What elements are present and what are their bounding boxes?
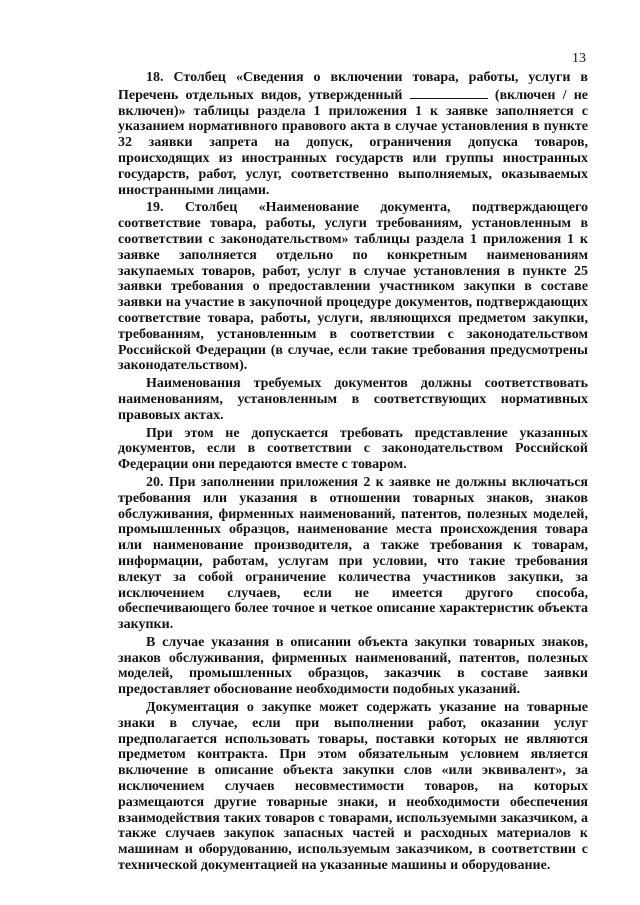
paragraph-document-names: Наименования требуемых документов должны соответствовать наименованиям, установленным в соответствующих нормативных правовых актах. [118,376,588,423]
paragraph-trademark-equivalent: Документация о закупке может содержать указание на товарные знаки в случае, если при выполнении работ, оказании услуг предполагается использовать товары, поставки которых не являются предметом контракта. При этом обязательным условием является включение в описание объекта закупки слов «или эквивалент», за исключением случаев несовместимости товаров, на которых размещаются другие товарные знаки, и необходимости обеспечения взаимодействия таких товаров с товарами, используемыми заказчиком, а также случаев закупок запасных частей и расходных материалов к машинам и оборудованию, используемым заказчиком, в соответствии с технической документацией на указанные машины и оборудование. [118,700,588,874]
paragraph-18 [118,70,588,198]
page-number: 13 [572,51,586,66]
fill-in-blank [410,86,488,99]
paragraph-18-text-start: 18. Столбец «Сведения о включении товара, работы, услуги в Перечень отдельных видов, утвержденный [118,70,588,103]
document-body [118,70,588,876]
paragraph-20: 20. При заполнении приложения 2 к заявке не должны включаться требования или указания в отношении товарных знаков, знаков обслуживания, фирменных наименований, патентов, полезных моделей, промышленных образцов, наименование места происхождения товара или наименование производителя, а также требования к товарам, информации, работам, услугам при условии, что такие требования влекут за собой ограничение количества участников закупки, за исключением случаев, если не имеется другого способа, обеспечивающего более точное и четкое описание характеристик объекта закупки. [118,474,588,633]
paragraph-19: 19. Столбец «Наименование документа, подтверждающего соответствие товара, работы, услуги требованиям, установленным в соответствии с законодательством» таблицы раздела 1 приложения 1 к заявке заполняется отдельно по конкретным наименованиям закупаемых товаров, работ, услуг в случае установления в пункте 25 заявки требования о предоставлении участником закупки в составе заявки на участие в закупочной процедуре документов, подтверждающих соответствие товара, работы, услуги, являющихся предметом закупки, требованиям, установленным в соответствии с законодательством Российской Федерации (в случае, если такие требования предусмотрены законодательством). [118,200,588,374]
paragraph-18-text-end: (включен / не включен)» таблицы раздела 1 приложения 1 к заявке заполняется с указанием нормативного правового акта в случае установления в пункте 32 заявки запрета на допуск, ограничения допуска товаров, происходящих из иностранных государств или группы иностранных государств, работ, услуг, соответственно выполняемых, оказываемых иностранными лицами. [118,87,589,198]
paragraph-documents-exception: При этом не допускается требовать представление указанных документов, если в соответствии с законодательством Российской Федерации они передаются вместе с товаром. [118,425,588,473]
paragraph-trademark-justification: В случае указания в описании объекта закупки товарных знаков, знаков обслуживания, фирменных наименований, патентов, полезных моделей, промышленных образцов, заказчик в составе заявки предоставляет обоснование необходимости подобных указаний. [118,634,588,698]
